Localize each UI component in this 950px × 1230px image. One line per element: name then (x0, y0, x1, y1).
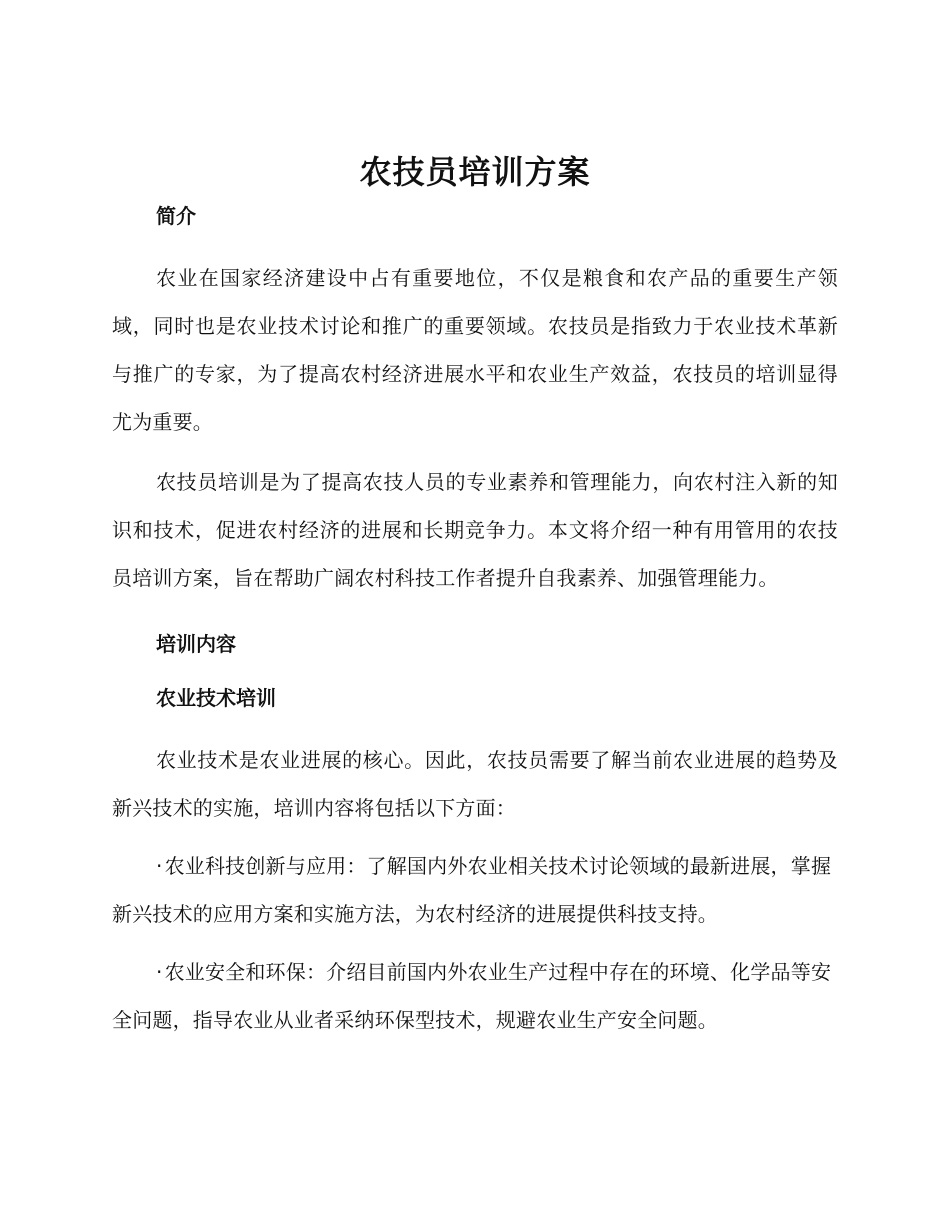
bullet-text: 农业安全和环保：介绍目前国内外农业生产过程中存在的环境、化学品等安全问题，指导农业从业者采纳环保型技术，规避农业生产安全问题。 (112, 960, 832, 1032)
intro-paragraph-1: 农业在国家经济建设中占有重要地位，不仅是粮食和农产品的重要生产领域，同时也是农业技术讨论和推广的重要领域。农技员是指致力于农业技术革新与推广的专家，为了提高农村经济进展水平和农业生产效益，农技员的培训显得尤为重要。 (112, 266, 838, 434)
document-title: 农技员培训方案 (359, 153, 591, 191)
bullet-item-tech-innovation (112, 842, 838, 938)
training-content-heading: 培训内容 (156, 632, 236, 656)
agri-tech-paragraph: 农业技术是农业进展的核心。因此，农技员需要了解当前农业进展的趋势及新兴技术的实施，培训内容将包括以下方面： (112, 748, 838, 820)
intro-paragraph-2: 农技员培训是为了提高农技人员的专业素养和管理能力，向农村注入新的知识和技术，促进农村经济的进展和长期竞争力。本文将介绍一种有用管用的农技员培训方案，旨在帮助广阔农村科技工作者提升自我素养、加强管理能力。 (112, 470, 838, 590)
bullet-marker: · (156, 960, 163, 984)
bullet-text: 农业科技创新与应用：了解国内外农业相关技术讨论领域的最新进展，掌握新兴技术的应用方案和实施方法，为农村经济的进展提供科技支持。 (112, 854, 832, 926)
intro-heading: 简介 (156, 204, 196, 228)
bullet-marker: · (156, 854, 163, 878)
bullet-item-safety-environment (112, 948, 838, 1044)
agri-tech-training-heading: 农业技术培训 (156, 686, 276, 710)
